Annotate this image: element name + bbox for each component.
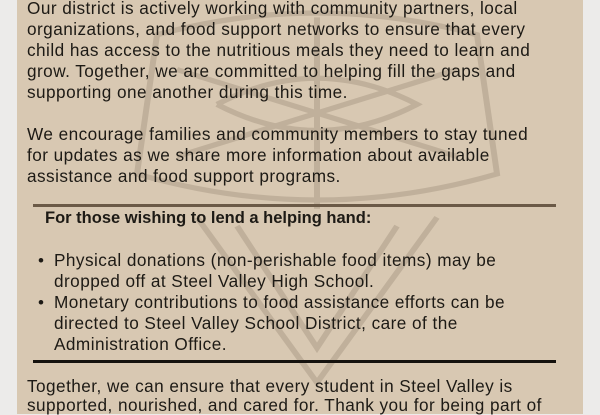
encourage-line: assistance and food support programs. [27, 166, 341, 186]
encourage-line: for updates as we share more information about available [27, 145, 490, 165]
closing-line: Together, we can ensure that every student in Steel Valley is [27, 376, 513, 396]
intro-line: child has access to the nutritious meals they need to learn and [27, 40, 531, 60]
encourage-line: We encourage families and community members to stay tuned [27, 124, 529, 144]
bullet-line: directed to Steel Valley School District, care of the [54, 313, 458, 333]
bullet-line: Monetary contributions to food assistance efforts can be [54, 292, 505, 312]
bullet-icon: • [38, 293, 44, 312]
intro-line: organizations, and food support networks to ensure that every [27, 19, 526, 39]
bottom-divider [33, 360, 556, 363]
announcement-panel [17, 0, 583, 414]
bullet-line: Physical donations (non-perishable food items) may be [54, 250, 497, 270]
closing-line: supported, nourished, and cared for. Thank you for being part of [27, 395, 542, 415]
help-heading: For those wishing to lend a helping hand: [45, 209, 372, 227]
bullet-line: Administration Office. [54, 334, 227, 354]
bullet-icon: • [38, 251, 44, 270]
intro-line: grow. Together, we are committed to helping fill the gaps and [27, 61, 516, 81]
intro-line: Our district is actively working with community partners, local [27, 0, 518, 18]
top-divider [33, 204, 556, 207]
bullet-line: dropped off at Steel Valley High School. [54, 271, 375, 291]
intro-line: supporting one another during this time. [27, 82, 348, 102]
